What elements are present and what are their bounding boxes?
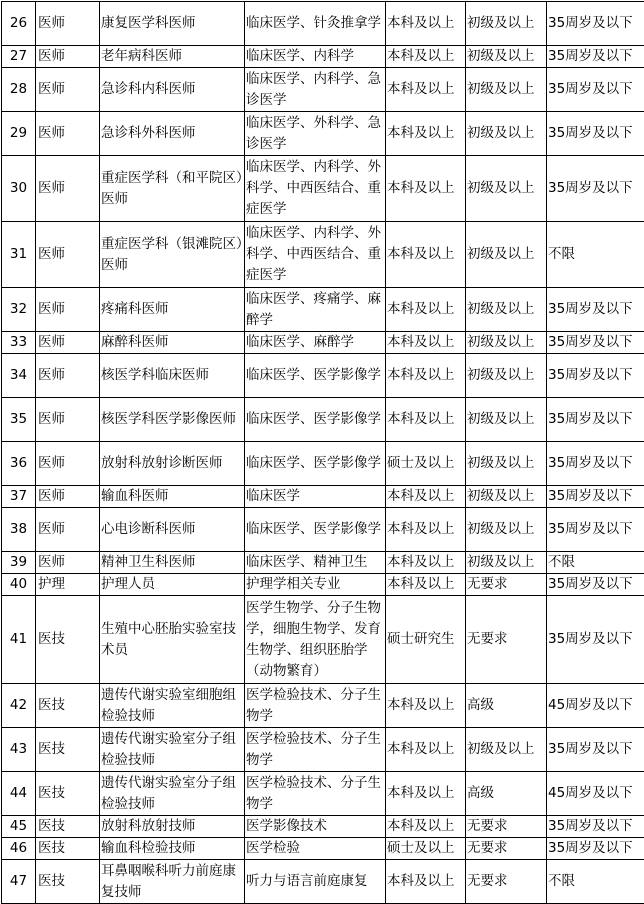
cell-category: 医师 — [36, 156, 100, 222]
cell-category: 医技 — [36, 596, 100, 684]
cell-position: 生殖中心胚胎实验室技术员 — [100, 596, 245, 684]
cell-major: 临床医学 — [245, 486, 386, 508]
cell-education: 本科及以上 — [386, 156, 466, 222]
cell-number: 26 — [2, 2, 36, 46]
cell-age: 35周岁及以下 — [547, 486, 644, 508]
table-row — [2, 596, 644, 684]
cell-major: 医学生物学、分子生物学，细胞生物学、发育生物学、组织胚胎学（动物繁育） — [245, 596, 386, 684]
cell-major: 临床医学、医学影像学 — [245, 398, 386, 442]
table-row — [2, 156, 644, 222]
cell-education: 本科及以上 — [386, 46, 466, 68]
cell-age: 35周岁及以下 — [547, 596, 644, 684]
table-row — [2, 288, 644, 332]
cell-major: 临床医学、疼痛学、麻醉学 — [245, 288, 386, 332]
cell-major: 医学检验 — [245, 838, 386, 860]
cell-number: 28 — [2, 68, 36, 112]
cell-age: 35周岁及以下 — [547, 508, 644, 552]
cell-age: 35周岁及以下 — [547, 816, 644, 838]
cell-education: 本科及以上 — [386, 2, 466, 46]
cell-position: 重症医学科（和平院区）医师 — [100, 156, 245, 222]
cell-title-level: 初级及以上 — [466, 442, 547, 486]
cell-number: 30 — [2, 156, 36, 222]
table-row — [2, 68, 644, 112]
cell-category: 医师 — [36, 332, 100, 354]
cell-title-level: 初级及以上 — [466, 398, 547, 442]
cell-title-level: 初级及以上 — [466, 156, 547, 222]
cell-age: 35周岁及以下 — [547, 156, 644, 222]
cell-age: 不限 — [547, 552, 644, 574]
table-row — [2, 354, 644, 398]
cell-category: 医技 — [36, 772, 100, 816]
table-row — [2, 860, 644, 904]
cell-age: 35周岁及以下 — [547, 398, 644, 442]
cell-title-level: 无要求 — [466, 860, 547, 904]
table-row — [2, 838, 644, 860]
cell-position: 输血科检验技师 — [100, 838, 245, 860]
cell-education: 硕士及以上 — [386, 442, 466, 486]
table-row — [2, 772, 644, 816]
cell-category: 护理 — [36, 574, 100, 596]
cell-category: 医师 — [36, 552, 100, 574]
cell-age: 35周岁及以下 — [547, 838, 644, 860]
cell-position: 老年病科医师 — [100, 46, 245, 68]
cell-education: 本科及以上 — [386, 486, 466, 508]
cell-title-level: 高级 — [466, 684, 547, 728]
cell-major: 临床医学、内科学、急诊医学 — [245, 68, 386, 112]
cell-number: 37 — [2, 486, 36, 508]
cell-category: 医师 — [36, 354, 100, 398]
cell-position: 精神卫生科医师 — [100, 552, 245, 574]
cell-title-level: 高级 — [466, 772, 547, 816]
table-row — [2, 46, 644, 68]
cell-major: 临床医学、精神卫生 — [245, 552, 386, 574]
table-row — [2, 442, 644, 486]
cell-category: 医技 — [36, 728, 100, 772]
recruitment-table — [1, 1, 644, 904]
table-row — [2, 508, 644, 552]
cell-education: 本科及以上 — [386, 112, 466, 156]
table-row — [2, 816, 644, 838]
cell-number: 32 — [2, 288, 36, 332]
cell-number: 29 — [2, 112, 36, 156]
cell-title-level: 初级及以上 — [466, 508, 547, 552]
cell-position: 输血科医师 — [100, 486, 245, 508]
cell-position: 急诊科内科医师 — [100, 68, 245, 112]
cell-number: 44 — [2, 772, 36, 816]
cell-age: 45周岁及以下 — [547, 684, 644, 728]
table-body — [2, 2, 644, 904]
cell-number: 43 — [2, 728, 36, 772]
cell-major: 临床医学、针灸推拿学 — [245, 2, 386, 46]
cell-major: 临床医学、内科学 — [245, 46, 386, 68]
cell-position: 放射科放射诊断医师 — [100, 442, 245, 486]
cell-title-level: 初级及以上 — [466, 2, 547, 46]
cell-age: 45周岁及以下 — [547, 772, 644, 816]
cell-category: 医技 — [36, 816, 100, 838]
table-row — [2, 486, 644, 508]
cell-category: 医师 — [36, 46, 100, 68]
cell-age: 35周岁及以下 — [547, 442, 644, 486]
cell-title-level: 无要求 — [466, 574, 547, 596]
cell-category: 医师 — [36, 442, 100, 486]
table-row — [2, 552, 644, 574]
cell-education: 本科及以上 — [386, 398, 466, 442]
cell-position: 遗传代谢实验室分子组检验技师 — [100, 728, 245, 772]
table-row — [2, 684, 644, 728]
cell-position: 遗传代谢实验室分子组检验技师 — [100, 772, 245, 816]
cell-category: 医师 — [36, 508, 100, 552]
cell-position: 重症医学科（银滩院区）医师 — [100, 222, 245, 288]
cell-age: 35周岁及以下 — [547, 728, 644, 772]
cell-position: 核医学科临床医师 — [100, 354, 245, 398]
cell-number: 45 — [2, 816, 36, 838]
cell-age: 不限 — [547, 860, 644, 904]
table-row — [2, 728, 644, 772]
cell-position: 护理人员 — [100, 574, 245, 596]
cell-major: 护理学相关专业 — [245, 574, 386, 596]
cell-education: 硕士及以上 — [386, 838, 466, 860]
cell-education: 本科及以上 — [386, 772, 466, 816]
cell-position: 耳鼻咽喉科听力前庭康复技师 — [100, 860, 245, 904]
table-row — [2, 112, 644, 156]
cell-age: 35周岁及以下 — [547, 288, 644, 332]
cell-major: 临床医学、麻醉学 — [245, 332, 386, 354]
cell-category: 医师 — [36, 222, 100, 288]
cell-major: 医学检验技术、分子生物学 — [245, 772, 386, 816]
cell-age: 35周岁及以下 — [547, 354, 644, 398]
cell-title-level: 初级及以上 — [466, 728, 547, 772]
table-row — [2, 332, 644, 354]
cell-education: 本科及以上 — [386, 354, 466, 398]
cell-title-level: 无要求 — [466, 596, 547, 684]
cell-title-level: 初级及以上 — [466, 288, 547, 332]
table-row — [2, 222, 644, 288]
cell-position: 放射科放射技师 — [100, 816, 245, 838]
cell-category: 医技 — [36, 684, 100, 728]
cell-position: 遗传代谢实验室细胞组检验技师 — [100, 684, 245, 728]
cell-education: 本科及以上 — [386, 288, 466, 332]
cell-title-level: 初级及以上 — [466, 222, 547, 288]
cell-category: 医技 — [36, 860, 100, 904]
cell-major: 临床医学、外科学、急诊医学 — [245, 112, 386, 156]
cell-number: 33 — [2, 332, 36, 354]
cell-age: 35周岁及以下 — [547, 332, 644, 354]
cell-education: 本科及以上 — [386, 728, 466, 772]
cell-major: 医学影像技术 — [245, 816, 386, 838]
cell-position: 急诊科外科医师 — [100, 112, 245, 156]
cell-number: 47 — [2, 860, 36, 904]
cell-title-level: 初级及以上 — [466, 46, 547, 68]
cell-position: 核医学科医学影像医师 — [100, 398, 245, 442]
cell-number: 35 — [2, 398, 36, 442]
cell-position: 康复医学科医师 — [100, 2, 245, 46]
cell-major: 临床医学、医学影像学 — [245, 354, 386, 398]
cell-position: 心电诊断科医师 — [100, 508, 245, 552]
cell-title-level: 初级及以上 — [466, 552, 547, 574]
cell-title-level: 无要求 — [466, 838, 547, 860]
cell-number: 36 — [2, 442, 36, 486]
cell-number: 39 — [2, 552, 36, 574]
cell-education: 本科及以上 — [386, 574, 466, 596]
cell-age: 不限 — [547, 222, 644, 288]
cell-title-level: 初级及以上 — [466, 486, 547, 508]
cell-education: 本科及以上 — [386, 508, 466, 552]
cell-title-level: 初级及以上 — [466, 354, 547, 398]
cell-title-level: 无要求 — [466, 816, 547, 838]
cell-position: 麻醉科医师 — [100, 332, 245, 354]
cell-age: 35周岁及以下 — [547, 46, 644, 68]
cell-category: 医师 — [36, 398, 100, 442]
cell-category: 医师 — [36, 486, 100, 508]
cell-age: 35周岁及以下 — [547, 574, 644, 596]
cell-number: 38 — [2, 508, 36, 552]
cell-major: 临床医学、医学影像学 — [245, 442, 386, 486]
cell-education: 本科及以上 — [386, 860, 466, 904]
cell-category: 医师 — [36, 288, 100, 332]
table-row — [2, 398, 644, 442]
cell-major: 临床医学、内科学、外科学、中西医结合、重症医学 — [245, 156, 386, 222]
cell-number: 31 — [2, 222, 36, 288]
cell-number: 42 — [2, 684, 36, 728]
cell-title-level: 初级及以上 — [466, 332, 547, 354]
cell-major: 临床医学、医学影像学 — [245, 508, 386, 552]
cell-education: 本科及以上 — [386, 68, 466, 112]
cell-title-level: 初级及以上 — [466, 112, 547, 156]
cell-number: 41 — [2, 596, 36, 684]
cell-number: 34 — [2, 354, 36, 398]
cell-age: 35周岁及以下 — [547, 2, 644, 46]
cell-education: 本科及以上 — [386, 684, 466, 728]
cell-education: 本科及以上 — [386, 552, 466, 574]
table-row — [2, 574, 644, 596]
cell-number: 46 — [2, 838, 36, 860]
cell-number: 27 — [2, 46, 36, 68]
cell-number: 40 — [2, 574, 36, 596]
cell-education: 本科及以上 — [386, 816, 466, 838]
cell-education: 本科及以上 — [386, 222, 466, 288]
cell-category: 医师 — [36, 112, 100, 156]
cell-education: 本科及以上 — [386, 332, 466, 354]
cell-major: 临床医学、内科学、外科学、中西医结合、重症医学 — [245, 222, 386, 288]
table-row — [2, 2, 644, 46]
cell-category: 医技 — [36, 838, 100, 860]
cell-position: 疼痛科医师 — [100, 288, 245, 332]
cell-age: 35周岁及以下 — [547, 68, 644, 112]
cell-major: 听力与语言前庭康复 — [245, 860, 386, 904]
cell-age: 35周岁及以下 — [547, 112, 644, 156]
cell-education: 硕士研究生 — [386, 596, 466, 684]
cell-major: 医学检验技术、分子生物学 — [245, 684, 386, 728]
cell-category: 医师 — [36, 68, 100, 112]
cell-major: 医学检验技术、分子生物学 — [245, 728, 386, 772]
cell-category: 医师 — [36, 2, 100, 46]
cell-title-level: 初级及以上 — [466, 68, 547, 112]
